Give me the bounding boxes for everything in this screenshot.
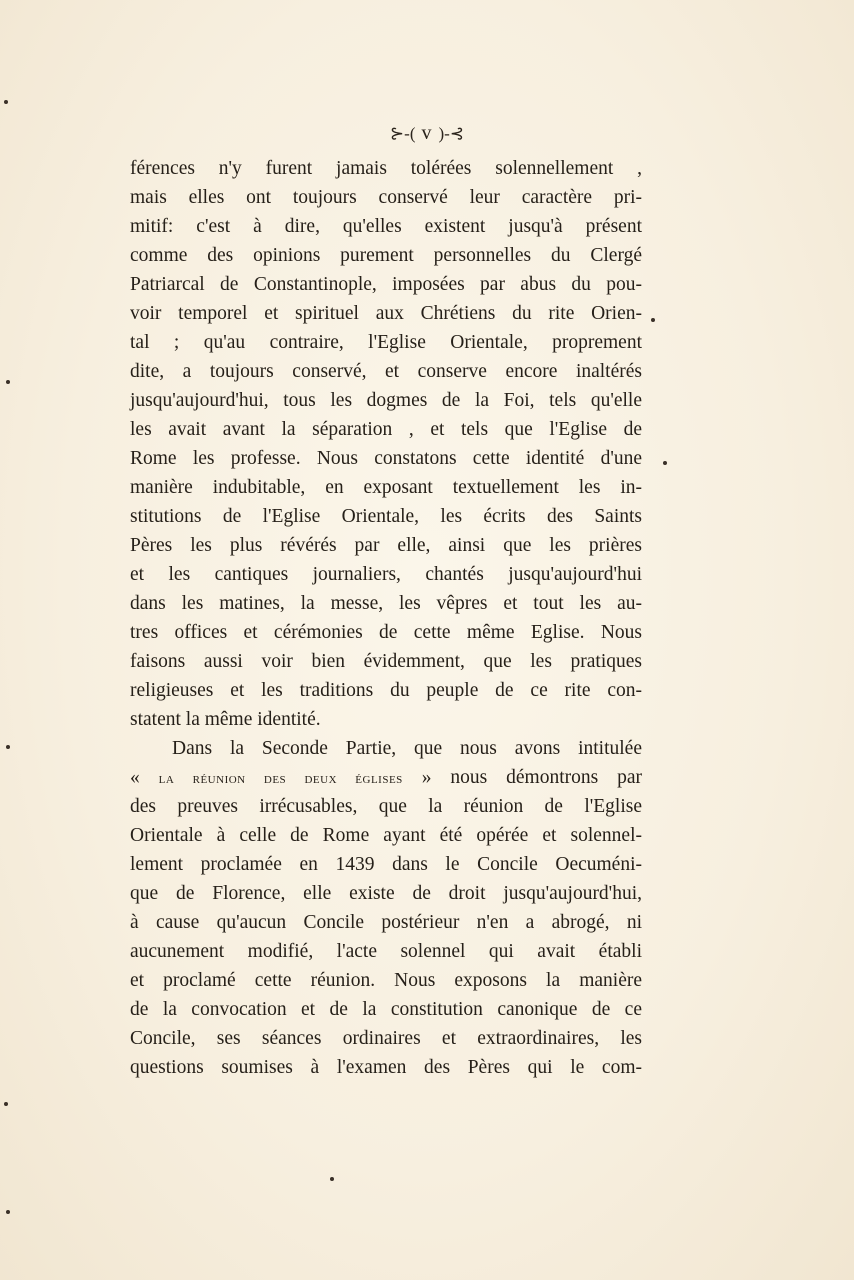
ink-speck <box>4 1102 8 1106</box>
text-line: et les cantiques journaliers, chantés jusqu'aujourd'hui <box>130 564 642 585</box>
text-line: tal ; qu'au contraire, l'Eglise Orientale, proprement <box>130 332 642 353</box>
text-line: questions soumises à l'examen des Pères qui le com- <box>130 1057 642 1078</box>
ink-speck <box>4 100 8 104</box>
paragraph-end-line: statent la même identité. <box>130 709 321 730</box>
ink-speck <box>6 745 10 749</box>
text-line: lement proclamée en 1439 dans le Concile Oecuméni- <box>130 854 642 875</box>
text-line: mais elles ont toujours conservé leur caractère pri- <box>130 187 642 208</box>
text-line: aucunement modifié, l'acte solennel qui avait établi <box>130 941 642 962</box>
text-line: Patriarcal de Constantinople, imposées par abus du pou- <box>130 274 642 295</box>
text-line: mitif: c'est à dire, qu'elles existent jusqu'à présent <box>130 216 642 237</box>
paragraph-start-line: Dans la Seconde Partie, que nous avons intitulée <box>172 738 642 759</box>
text-line: de la convocation et de la constitution canonique de ce <box>130 999 642 1020</box>
text-line: faisons aussi voir bien évidemment, que les pratiques <box>130 651 642 672</box>
text-line: Rome les professe. Nous constatons cette identité d'une <box>130 448 642 469</box>
title-line-rest: » nous démontrons par <box>421 767 643 788</box>
text-line: manière indubitable, en exposant textuellement les in- <box>130 477 642 498</box>
text-line: Pères les plus révérés par elle, ainsi que les prières <box>130 535 642 556</box>
text-line: et proclamé cette réunion. Nous exposons la manière <box>130 970 642 991</box>
ink-speck <box>6 1210 10 1214</box>
open-guillemet: « <box>130 767 140 788</box>
text-line: tres offices et cérémonies de cette même Eglise. Nous <box>130 622 642 643</box>
section-title-smallcaps: la réunion des deux églises <box>158 771 403 787</box>
header-right-ornament: )-⊰ <box>438 124 465 143</box>
page-header <box>0 120 854 147</box>
ink-speck <box>663 461 667 465</box>
text-line: à cause qu'aucun Concile postérieur n'en a abrogé, ni <box>130 912 642 933</box>
text-line: comme des opinions purement personnelles du Clergé <box>130 245 642 266</box>
body-text <box>130 154 642 1082</box>
text-line: Orientale à celle de Rome ayant été opérée et solennel- <box>130 825 642 846</box>
smallcaps-title-line <box>130 763 642 792</box>
ink-speck <box>651 318 655 322</box>
text-line: les avait avant la séparation , et tels que l'Eglise de <box>130 419 642 440</box>
text-line: jusqu'aujourd'hui, tous les dogmes de la Foi, tels qu'elle <box>130 390 642 411</box>
ink-speck <box>6 380 10 384</box>
text-line: dans les matines, la messe, les vêpres et tout les au- <box>130 593 642 614</box>
text-line: que de Florence, elle existe de droit jusqu'aujourd'hui, <box>130 883 642 904</box>
text-line: Concile, ses séances ordinaires et extraordinaires, les <box>130 1028 642 1049</box>
text-line: des preuves irrécusables, que la réunion de l'Eglise <box>130 796 642 817</box>
text-line: stitutions de l'Eglise Orientale, les écrits des Saints <box>130 506 642 527</box>
text-line: férences n'y furent jamais tolérées solennellement , <box>130 158 642 179</box>
header-left-ornament: ⊱-( <box>389 124 416 143</box>
text-line: religieuses et les traditions du peuple de ce rite con- <box>130 680 642 701</box>
ink-speck <box>330 1177 334 1181</box>
text-line: dite, a toujours conservé, et conserve encore inaltérés <box>130 361 642 382</box>
text-line: voir temporel et spirituel aux Chrétiens du rite Orien- <box>130 303 642 324</box>
page-numeral: v <box>421 122 433 144</box>
